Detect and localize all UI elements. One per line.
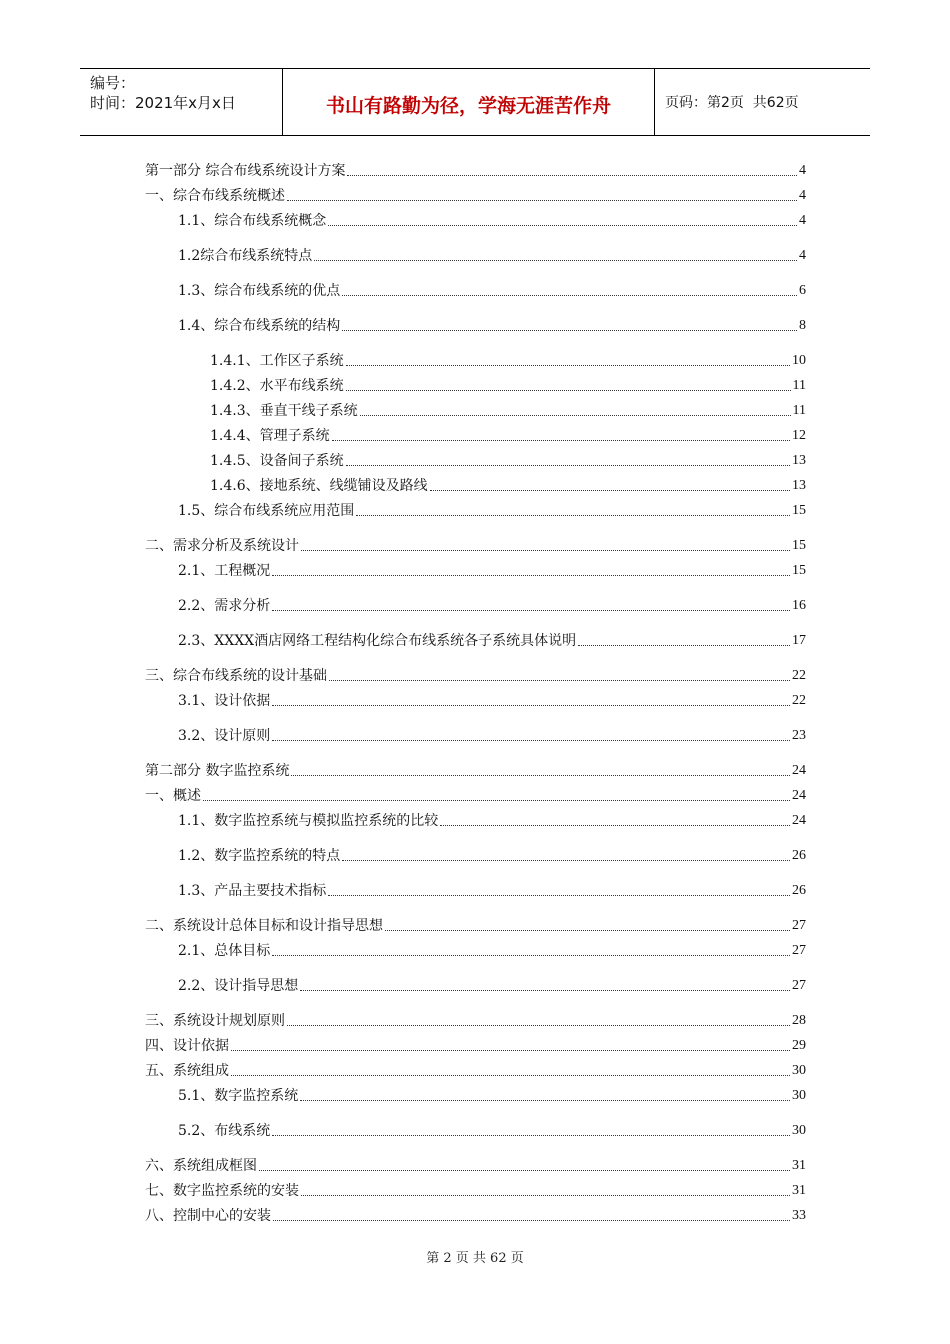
toc-entry[interactable] xyxy=(178,808,806,830)
toc-leader-dots xyxy=(578,644,790,646)
toc-entry[interactable] xyxy=(210,348,806,370)
toc-entry-page: 17 xyxy=(792,633,806,648)
toc-leader-dots xyxy=(356,514,790,516)
toc-entry-page: 4 xyxy=(799,213,806,228)
toc-entry-title: 2.2、需求分析 xyxy=(178,598,271,614)
toc-entry-title: 1.4、综合布线系统的结构 xyxy=(178,318,341,334)
toc-entry-title: 2.2、设计指导思想 xyxy=(178,978,299,994)
toc-entry-page: 24 xyxy=(792,813,806,828)
toc-entry[interactable] xyxy=(145,1008,806,1030)
toc-entry-page: 33 xyxy=(792,1208,806,1223)
toc-entry[interactable] xyxy=(145,1178,806,1200)
toc-leader-dots xyxy=(342,329,797,331)
toc-entry-title: 五、系统组成 xyxy=(145,1063,229,1079)
toc-entry[interactable] xyxy=(145,758,806,780)
toc-leader-dots xyxy=(272,704,790,706)
toc-entry-title: 1.4.6、接地系统、线缆铺设及路线 xyxy=(210,478,428,494)
toc-entry[interactable] xyxy=(145,533,806,555)
toc-entry-page: 15 xyxy=(792,503,806,518)
toc-entry-title: 二、需求分析及系统设计 xyxy=(145,538,299,554)
toc-entry-title: 1.4.2、水平布线系统 xyxy=(210,378,344,394)
toc-entry-page: 15 xyxy=(792,563,806,578)
toc-entry-page: 15 xyxy=(792,538,806,553)
toc-entry[interactable] xyxy=(178,208,806,230)
toc-entry-page: 10 xyxy=(792,353,806,368)
toc-leader-dots xyxy=(272,954,790,956)
toc-entry-page: 4 xyxy=(799,163,806,178)
header-motto xyxy=(283,69,655,135)
serial-label: 编号： xyxy=(90,74,136,92)
toc-entry-title: 四、设计依据 xyxy=(145,1038,229,1054)
toc-entry-page: 27 xyxy=(792,918,806,933)
toc-entry-title: 一、概述 xyxy=(145,788,201,804)
toc-leader-dots xyxy=(272,1134,790,1136)
toc-entry-title: 1.3、产品主要技术指标 xyxy=(178,883,327,899)
toc-entry-page: 31 xyxy=(792,1183,806,1198)
toc-entry-title: 1.1、数字监控系统与模拟监控系统的比较 xyxy=(178,813,439,829)
toc-entry-page: 22 xyxy=(792,693,806,708)
toc-leader-dots xyxy=(346,389,791,391)
page-header xyxy=(80,68,870,136)
toc-entry-page: 4 xyxy=(799,188,806,203)
toc-entry-page: 24 xyxy=(792,763,806,778)
toc-leader-dots xyxy=(347,174,797,176)
toc-entry[interactable] xyxy=(178,688,806,710)
toc-entry[interactable] xyxy=(178,313,806,335)
toc-leader-dots xyxy=(342,294,797,296)
toc-entry-page: 28 xyxy=(792,1013,806,1028)
toc-entry[interactable] xyxy=(210,423,806,445)
toc-entry-title: 5.1、数字监控系统 xyxy=(178,1088,299,1104)
toc-entry-page: 6 xyxy=(799,283,806,298)
header-page-info xyxy=(655,69,870,135)
toc-entry-page: 31 xyxy=(792,1158,806,1173)
toc-entry-page: 12 xyxy=(792,428,806,443)
toc-entry[interactable] xyxy=(145,1033,806,1055)
toc-entry-title: 一、综合布线系统概述 xyxy=(145,188,285,204)
toc-leader-dots xyxy=(287,199,797,201)
toc-entry-title: 5.2、布线系统 xyxy=(178,1123,271,1139)
toc-entry-page: 16 xyxy=(792,598,806,613)
toc-leader-dots xyxy=(332,439,790,441)
toc-entry-page: 26 xyxy=(792,848,806,863)
toc-entry[interactable] xyxy=(210,373,806,395)
toc-entry-page: 26 xyxy=(792,883,806,898)
page-footer: 第 2 页 共 62 页 xyxy=(426,1251,524,1266)
header-meta xyxy=(80,69,283,135)
toc-entry-title: 1.2、数字监控系统的特点 xyxy=(178,848,341,864)
toc-entry-title: 1.5、综合布线系统应用范围 xyxy=(178,503,355,519)
page-info-text: 页码：第2页 共62页 xyxy=(665,95,799,111)
toc-entry-title: 第一部分 综合布线系统设计方案 xyxy=(145,163,346,179)
toc-entry-title: 第二部分 数字监控系统 xyxy=(145,763,290,779)
toc-entry-page: 13 xyxy=(792,478,806,493)
toc-entry[interactable] xyxy=(178,973,806,995)
toc-entry[interactable] xyxy=(145,158,806,180)
toc-leader-dots xyxy=(360,414,791,416)
toc-entry-page: 30 xyxy=(792,1123,806,1138)
toc-entry-page: 27 xyxy=(792,978,806,993)
toc-leader-dots xyxy=(231,1074,790,1076)
toc-entry[interactable] xyxy=(210,398,806,420)
toc-entry[interactable] xyxy=(145,1203,806,1225)
toc-entry[interactable] xyxy=(178,1118,806,1140)
toc-entry-title: 二、系统设计总体目标和设计指导思想 xyxy=(145,918,383,934)
toc-leader-dots xyxy=(287,1024,790,1026)
toc-leader-dots xyxy=(272,574,790,576)
toc-entry-page: 27 xyxy=(792,943,806,958)
toc-entry[interactable] xyxy=(178,278,806,300)
toc-entry-title: 1.3、综合布线系统的优点 xyxy=(178,283,341,299)
toc-entry-page: 30 xyxy=(792,1063,806,1078)
toc-entry-title: 1.4.5、设备间子系统 xyxy=(210,453,344,469)
toc-leader-dots xyxy=(328,894,790,896)
toc-leader-dots xyxy=(440,824,790,826)
toc-entry[interactable] xyxy=(145,1058,806,1080)
time-label: 时间：2021年x月x日 xyxy=(90,94,236,112)
toc-entry[interactable] xyxy=(145,663,806,685)
toc-leader-dots xyxy=(231,1049,790,1051)
toc-entry[interactable] xyxy=(178,938,806,960)
toc-leader-dots xyxy=(273,1219,790,1221)
toc-leader-dots xyxy=(291,774,790,776)
toc-entry-page: 29 xyxy=(792,1038,806,1053)
toc-leader-dots xyxy=(300,989,790,991)
toc-entry-page: 22 xyxy=(792,668,806,683)
toc-entry-page: 11 xyxy=(792,378,806,393)
toc-entry-title: 三、系统设计规划原则 xyxy=(145,1013,285,1029)
toc-entry-title: 2.1、总体目标 xyxy=(178,943,271,959)
toc-entry[interactable] xyxy=(145,1153,806,1175)
toc-entry-title: 1.2综合布线系统特点 xyxy=(178,248,313,264)
toc-entry[interactable] xyxy=(178,723,806,745)
toc-entry-page: 30 xyxy=(792,1088,806,1103)
toc-leader-dots xyxy=(346,364,790,366)
toc-leader-dots xyxy=(346,464,790,466)
toc-entry[interactable] xyxy=(145,183,806,205)
toc-leader-dots xyxy=(272,609,790,611)
toc-entry-title: 三、综合布线系统的设计基础 xyxy=(145,668,327,684)
toc-leader-dots xyxy=(385,929,790,931)
toc-entry-page: 23 xyxy=(792,728,806,743)
toc-entry-title: 2.1、工程概况 xyxy=(178,563,271,579)
toc-entry[interactable] xyxy=(178,878,806,900)
toc-entry-page: 13 xyxy=(792,453,806,468)
toc-leader-dots xyxy=(328,224,797,226)
toc-entry[interactable] xyxy=(145,913,806,935)
toc-leader-dots xyxy=(259,1169,790,1171)
toc-leader-dots xyxy=(272,739,790,741)
toc-entry-page: 8 xyxy=(799,318,806,333)
toc-entry-page: 24 xyxy=(792,788,806,803)
toc-entry-page: 4 xyxy=(799,248,806,263)
toc-leader-dots xyxy=(430,489,790,491)
toc-leader-dots xyxy=(203,799,790,801)
toc-entry-title: 八、控制中心的安装 xyxy=(145,1208,271,1224)
toc-leader-dots xyxy=(314,259,797,261)
toc-leader-dots xyxy=(329,679,790,681)
toc-entry-title: 六、系统组成框图 xyxy=(145,1158,257,1174)
toc-leader-dots xyxy=(301,549,790,551)
toc-entry-page: 11 xyxy=(792,403,806,418)
toc-leader-dots xyxy=(300,1099,790,1101)
toc-entry[interactable] xyxy=(178,243,806,265)
toc-entry[interactable] xyxy=(178,498,806,520)
toc-entry[interactable] xyxy=(178,843,806,865)
toc-entry[interactable] xyxy=(210,473,806,495)
toc-entry[interactable] xyxy=(210,448,806,470)
toc-leader-dots xyxy=(301,1194,790,1196)
toc-entry-title: 1.4.3、垂直干线子系统 xyxy=(210,403,358,419)
toc-entry-title: 七、数字监控系统的安装 xyxy=(145,1183,299,1199)
toc-entry-title: 1.4.4、管理子系统 xyxy=(210,428,330,444)
toc-entry-title: 3.2、设计原则 xyxy=(178,728,271,744)
toc-entry-title: 3.1、设计依据 xyxy=(178,693,271,709)
toc-entry[interactable] xyxy=(178,558,806,580)
toc-entry[interactable] xyxy=(178,628,806,650)
toc-entry-title: 1.1、综合布线系统概念 xyxy=(178,213,327,229)
toc-leader-dots xyxy=(342,859,790,861)
toc-entry[interactable] xyxy=(178,1083,806,1105)
toc-entry-title: 1.4.1、工作区子系统 xyxy=(210,353,344,369)
toc-entry[interactable] xyxy=(145,783,806,805)
motto-text: 书山有路勤为径，学海无涯苦作舟 xyxy=(325,94,611,117)
toc-entry-title: 2.3、XXXX酒店网络工程结构化综合布线系统各子系统具体说明 xyxy=(178,633,577,649)
toc-entry[interactable] xyxy=(178,593,806,615)
